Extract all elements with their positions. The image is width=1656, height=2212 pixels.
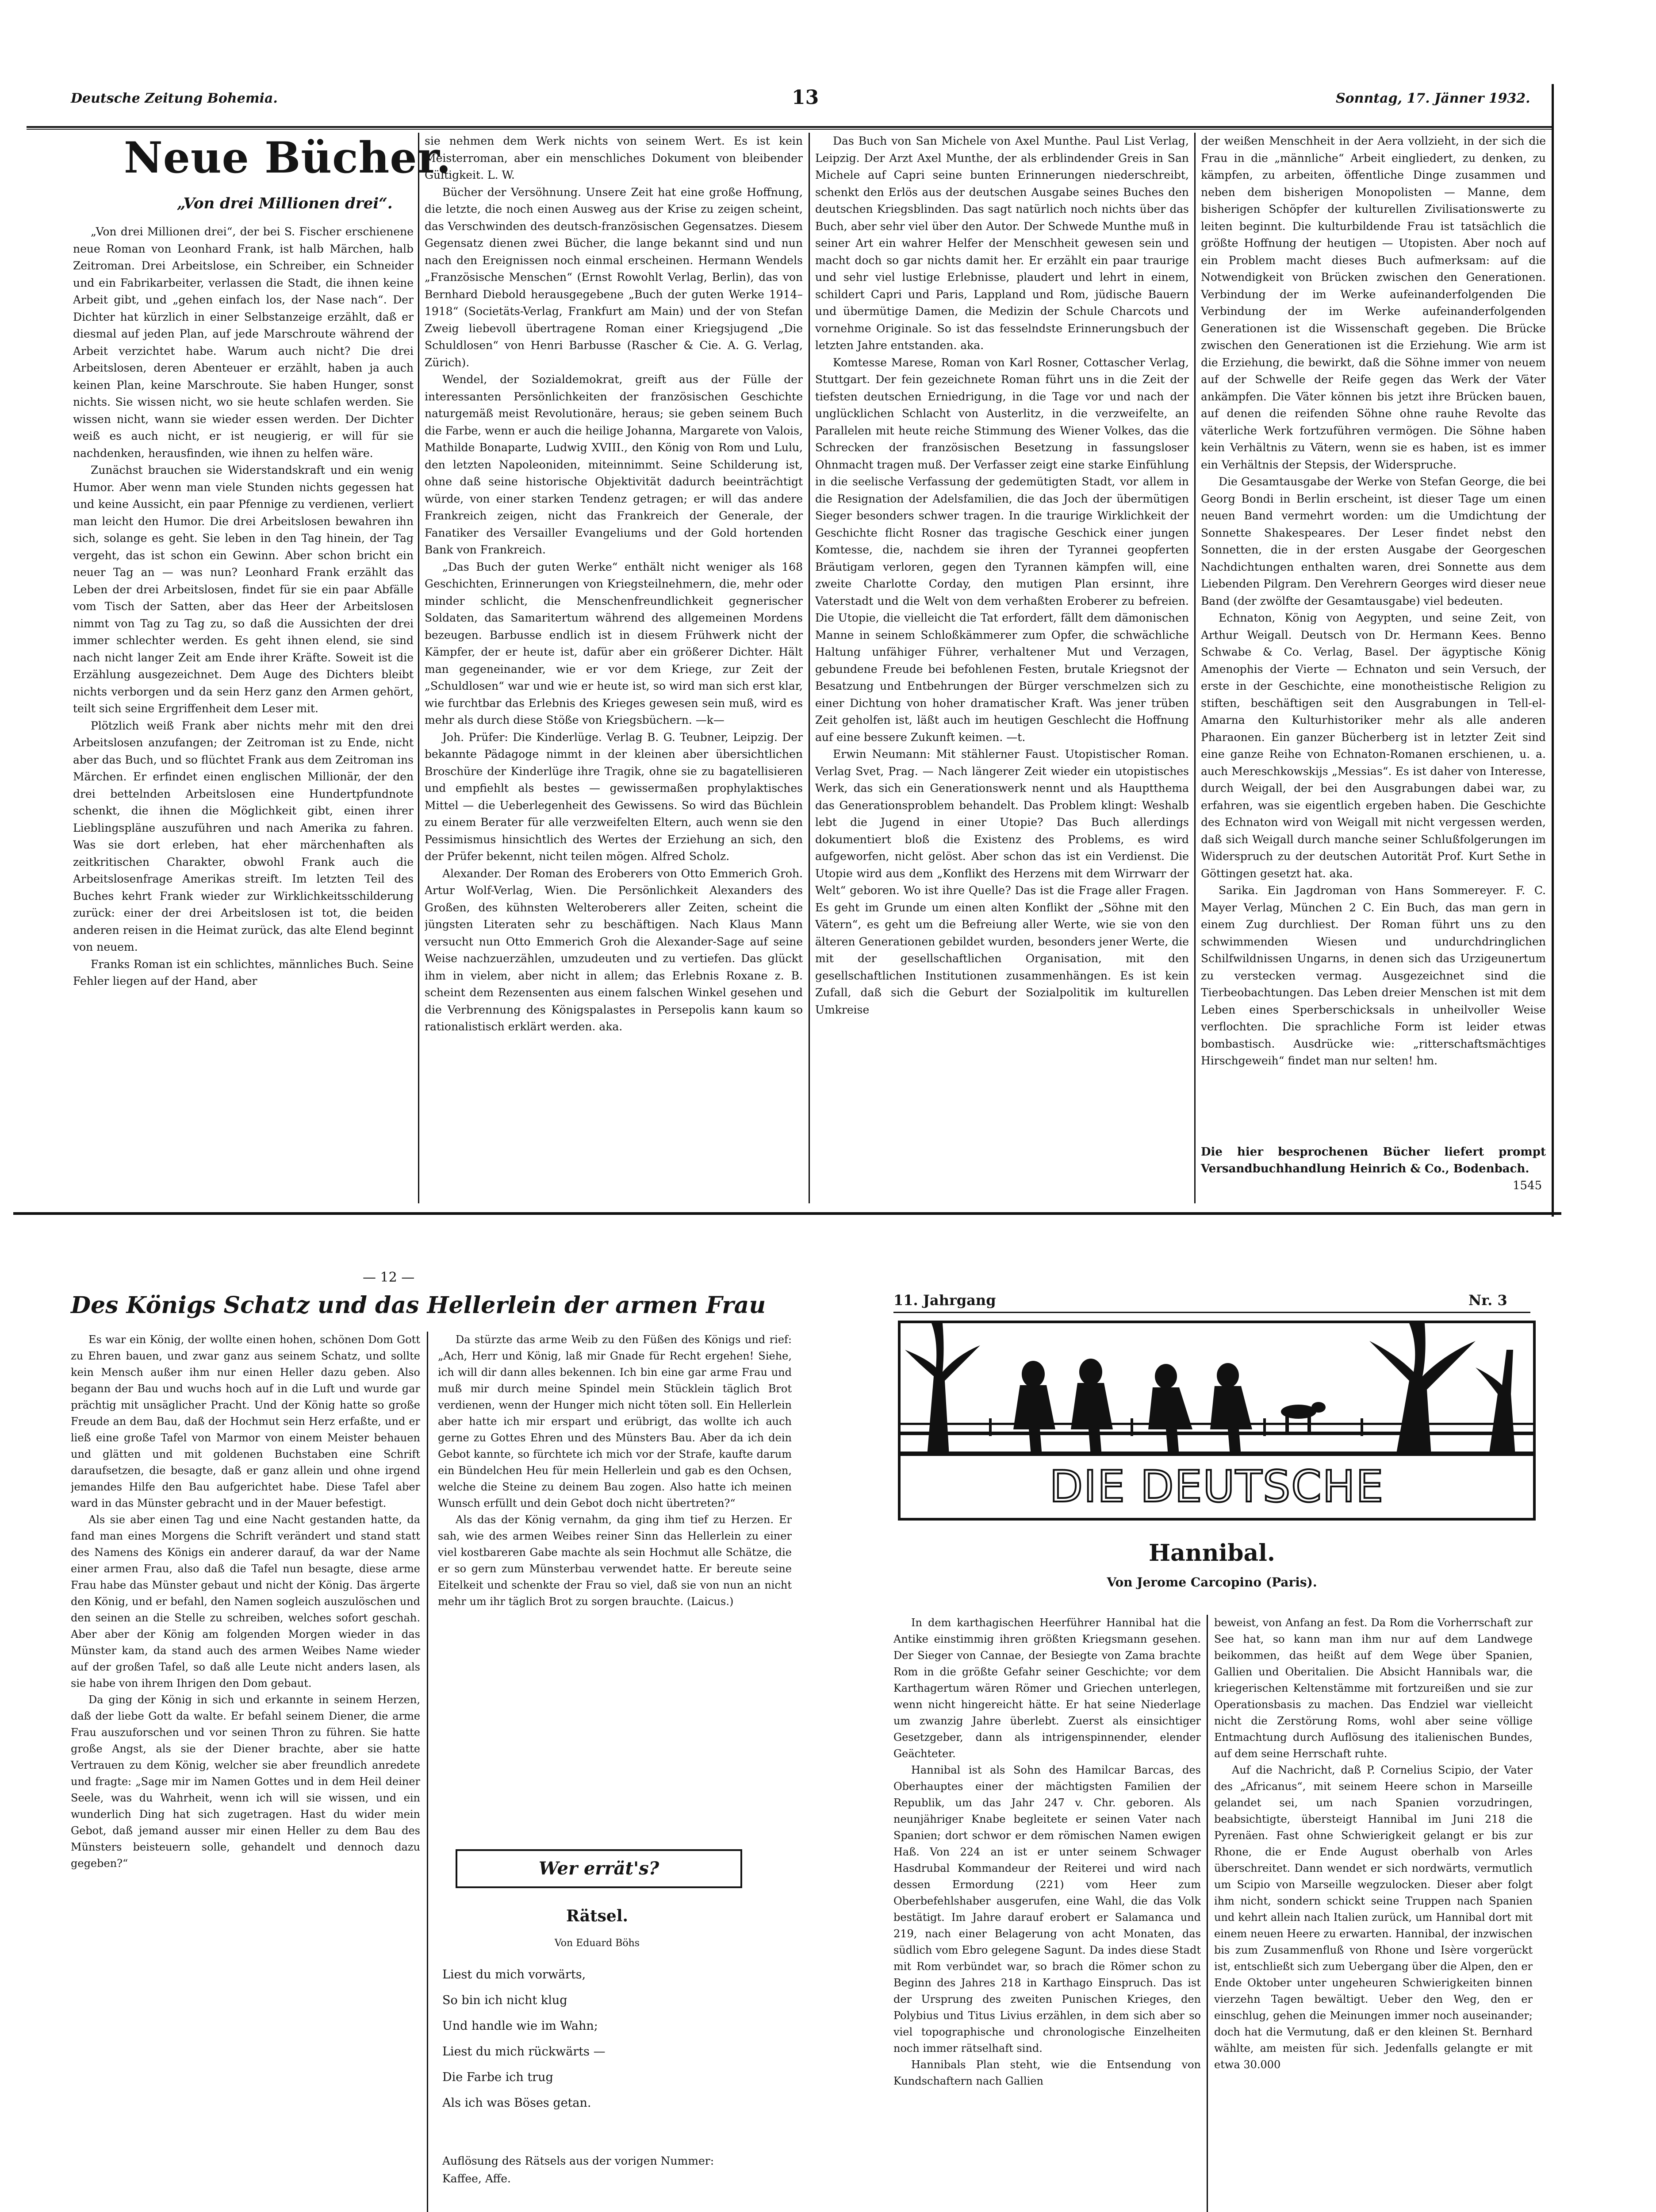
- review-entry: Komtesse Marese, Roman von Karl Rosner, Cottascher Verlag, Stuttgart. Der fein gezeichnete Roman führt uns in die Zeit der tiefsten deutschen Erniedrigung, in die Tage vor und nach der unglücklichen Schlacht von Austerlitz, in die verzweifelte, an Parallelen mit heute reiche Stimmung des Wiener Volkes, das die Schrecken der französischen Besetzung in fassungsloser Ohnmacht tragen muß. Der Verfasser zeigt eine starke Einfühlung in die seelische Verfassung der gedemütigten Stadt, vor allem in die Resignation der Adelsfamilien, die das Joch der übermütigen Sieger besonders schwer tragen. In die traurige Wirklichkeit der Geschichte flicht Rosner das tragische Geschick einer jungen Komtesse, die, nachdem sie ihren der Tyrannei geopferten Bräutigam verloren, gegen den Tyrannen kämpfen will, eine zweite Charlotte Corday, den mutigen Plan ersinnt, ihre Vaterstadt und die Welt von dem verhaßten Eroberer zu befreien. Die Utopie, die vielleicht die Tat erfordert, fällt dem dämonischen Manne in seinem Schloßkämmerer zum Opfer, die schwächliche Haltung unfähiger Führer, verhaltener Mut und Verzagen, gebundene Freude bei befohlenen Festen, brutale Kriegsnot der Besatzung und Entbehrungen der Bürger verschmelzen sich zu einer Dichtung von hoher dramatischer Kraft. Was jener trüben Zeit geholfen ist, läßt auch im heutigen Geschlecht die Hoffnung auf eine bessere Zukunft keimen. —t.: [815, 356, 1189, 744]
- riddle-line: Die Farbe ich trug: [442, 2070, 553, 2084]
- paragraph: Plötzlich weiß Frank aber nichts mehr mit den drei Arbeitslosen anzufangen; der Zeitroman ist zu Ende, nicht aber das Buch, und so flüchtet Frank aus dem Zeitroman ins Märchen. Er erfindet einen englischen Millionär, der den drei bettelnden Arbeitslosen eine Hundertpfundnote schenkt, die ihnen die Möglichkeit gibt, einen ihrer Lieblingspläne auszuführen und nach Amerika zu fahren. Was sie dort erleben, hat eher märchenhaften als zeitkritischen Charakter, obwohl Frank auch die Arbeitslosenfrage Amerikas streift. Im letzten Teil des Buches kehrt Frank wieder zur Wirklichkeitsschilderung zurück: einer der drei Arbeitslosen ist tot, die beiden anderen reisen in die Heimat zurück, das alte Elend beginnt von neuem.: [73, 719, 414, 953]
- masthead-rule: [893, 1312, 1530, 1313]
- jugendzeitung-banner: [898, 1321, 1536, 1521]
- paragraph: Als sie aber einen Tag und eine Nacht gestanden hatte, da fand man eines Morgens die Schrift verändert und stand statt des Namens des Königs ein anderer darauf, da war der Name einer armen Frau, also daß die Tafel nun besagte, diese arme Frau habe das Münster gebaut und nicht der König. Das ärgerte den König, und er befahl, den Namen sogleich auszulöschen und den seinen an die Stelle zu schreiben, welches sofort geschah. Aber aber der König am folgenden Morgen wieder in das Münster kam, da stand auch des armen Weibes Name wieder auf der großen Tafel, so daß alle Leute nicht anders lasen, als sie habe von ihrem Ihrigen den Dom gebaut.: [71, 1513, 420, 1690]
- story-column-1: [71, 1332, 420, 2212]
- riddle-author: Von Eduard Böhs: [554, 1938, 640, 1949]
- paragraph: Franks Roman ist ein schlichtes, männliches Buch. Seine Fehler liegen auf der Hand, aber: [73, 957, 414, 987]
- section-title: Neue Bücher.: [124, 133, 452, 183]
- hannibal-column-1: [893, 1615, 1201, 2212]
- riddle-verse: [442, 1962, 752, 2116]
- review-entry: Sarika. Ein Jagdroman von Hans Sommereyer. F. C. Mayer Verlag, München 2 C. Ein Buch, das man gern in einem Zug durchliest. Der Roman führt uns zu den schwimmenden Wiesen und undurchdringlichen Schilfwildnissen Ungarns, in denen sich das Urzigeunertum zu verstecken vermag. Ausgezeichnet sind die Tierbeobachtungen. Das Leben dreier Menschen ist mit dem Leben eines Sperberschicksals in unheilvoller Weise verflochten. Die sprachliche Form ist leider etwas bombastisch. Ausdrücke wie: „ritterschaftsmächtiges Hirschgeweih“ findet man nur selten! hm.: [1201, 884, 1546, 1067]
- riddle-line: Als ich was Böses getan.: [442, 2096, 591, 2110]
- column-divider: [809, 133, 810, 1203]
- issue-number: Nr. 3: [1468, 1292, 1507, 1309]
- paragraph: Als das der König vernahm, da ging ihm tief zu Herzen. Er sah, wie des armen Weibes reiner Sinn das Hellerlein zu einer viel kostbareren Gabe machte als sein Hochmut alle Schätze, die er so gern zum Münsterbau verwendet hatte. Er bereute seine Eitelkeit und schenkte der Frau so viel, daß sie von nun an nicht mehr um ihr täglich Brot zu sorgen brauchte. (Laicus.): [438, 1513, 792, 1608]
- silhouette-illustration: [901, 1323, 1533, 1456]
- masthead-left: Deutsche Zeitung Bohemia.: [71, 91, 278, 106]
- review-entry: Bücher der Versöhnung. Unsere Zeit hat eine große Hoffnung, die letzte, die noch einen Ausweg aus der Krise zu zeigen scheint, das Verschwinden des deutsch-französischen Gegensatzes. Diesem Gegensatz dienen zwei Bücher, die lange bekannt sind und nun nach den Ereignissen noch einmal erscheinen. Hermann Wendels „Französische Menschen“ (Ernst Rowohlt Verlag, Berlin), das von Bernhard Diebold herausgegebene „Buch der guten Werke 1914–1918“ (Societäts-Verlag, Frankfurt am Main) und der von Stefan Zweig liebevoll übertragene Roman einer Kriegsjugend „Die Schuldlosen“ von Henri Barbusse (Rascher & Cie. A. G. Verlag, Zürich).: [425, 185, 803, 369]
- story-title: Des Königs Schatz und das Hellerlein der armen Frau: [71, 1292, 766, 1319]
- review-column-4: [1201, 133, 1546, 1141]
- riddle-solution: Auflösung des Rätsels aus der vorigen Nummer: Kaffee, Affe.: [442, 2154, 714, 2185]
- review-entry: Joh. Prüfer: Die Kinderlüge. Verlag B. G. Teubner, Leipzig. Der bekannte Pädagoge nimmt in der kleinen aber übersichtlichen Broschüre der Kinderlüge ihre Tragik, ohne sie zu bagatellisieren und empfiehlt als bestes — gewissermaßen prophylaktisches Mittel — die Ueberlegenheit des Gewissens. So wird das Büchlein zu einem Berater für alle verzweifelten Eltern, auch wenn sie den Pessimismus hinsichtlich des Wertes der Erziehung an sich, den der Prüfer bekennt, nicht teilen mögen. Alfred Scholz.: [425, 730, 803, 863]
- paragraph: Es war ein König, der wollte einen hohen, schönen Dom Gott zu Ehren bauen, und zwar ganz aus seinem Schatz, und sollte kein Mensch außer ihm nur einen Heller dazu geben. Also begann der Bau und wuchs hoch auf in die Luft und wurde gar prächtig mit unsäglicher Pracht. Und der König hatte so große Freude an dem Bau, daß der Hochmut sein Herz erfaßte, und er ließ eine große Tafel von Marmor von einem Meister behauen und glätten und mit goldenen Buchstaben eine Schrift daraufsetzen, die besagte, daß er ganz allein und ohne irgend jemandes Hilfe den Bau aufgerichtet habe. Diese Tafel aber ward in das Münster gebracht und in der Mauer befestigt.: [71, 1333, 420, 1509]
- review-column-1: [73, 223, 414, 1201]
- riddle-line: Liest du mich rückwärts —: [442, 2045, 606, 2058]
- review-entry: Die Gesamtausgabe der Werke von Stefan George, die bei Georg Bondi in Berlin erscheint, ist dieser Tage um einen neuen Band vermehrt worden: um die Umdichtung der Sonnette Shakespeares. Der Leser findet nebst den Sonnetten, die in der ersten Ausgabe der Georgeschen Nachdichtungen enthalten waren, drei Sonnette aus dem Liebenden Pilgram. Den Verehrern Georges wird dieser neue Band (der zwölfte der Gesamtausgabe) viel bedeuten.: [1201, 475, 1546, 607]
- paragraph: Zunächst brauchen sie Widerstandskraft und ein wenig Humor. Aber wenn man viele Stunden nichts gegessen hat und keine Aussicht, ein paar Pfennige zu verdienen, verliert man leicht den Humor. Die drei Arbeitslosen bewahren ihn sich, solange es geht. Sie leben in den Tag hinein, der Tag vergeht, das ist schon ein Gewinn. Aber schon bricht ein neuer Tag an — was nun? Leonhard Frank erzählt das Leben der drei Arbeitslosen, findet für sie ein paar Abfälle vom Tisch der Satten, aber das Heer der Arbeitslosen nimmt von Tag zu Tag zu, so daß die Aussichten der drei immer schlechter werden. Es geht ihnen elend, sie sind nach nicht langer Zeit am Ende ihrer Kräfte. Soweit ist die Erzählung ausgezeichnet. Dem Auge des Dichters bleibt nichts verborgen und da sein Herz ganz den Armen gehört, teilt sich seine Ergriffenheit dem Leser mit.: [73, 464, 414, 715]
- riddle-line: Liest du mich vorwärts,: [442, 1968, 586, 1982]
- notice-code: 1545: [1513, 1179, 1542, 1192]
- column-divider: [1194, 133, 1196, 1203]
- paragraph: „Von drei Millionen drei“, der bei S. Fischer erschienene neue Roman von Leonhard Frank, ist halb Märchen, halb Zeitroman. Drei Arbeitslose, ein Schreiber, ein Schneider und ein Fabrikarbeiter, verlassen die Stadt, die ihnen keine Arbeit gibt, und „gehen einfach los, der Nase nach“. Der Dichter hat kürzlich in einer Selbstanzeige erzählt, daß er diesmal auf jeden Plan, auf jede Marschroute während der Arbeit verzichtet habe. Warum auch nicht? Die drei Arbeitslosen, deren Abenteuer er erzählt, haben ja auch keinen Plan, keine Marschroute. Sie haben Hunger, sonst nichts. Sie wissen nicht, wo sie heute schlafen werden. Sie wissen nicht, wann sie wieder essen werden. Der Dichter weiß es auch nicht, er ist neugierig, er will für sie nachdenken, herausfinden, wie ihnen zu helfen wäre.: [73, 225, 414, 460]
- bookseller-notice: Die hier besprochenen Bücher liefert prompt Versandbuchhandlung Heinrich & Co., Bodenbach.: [1201, 1145, 1546, 1175]
- paragraph: Da stürzte das arme Weib zu den Füßen des Königs und rief: „Ach, Herr und König, laß mir Gnade für Recht ergehen! Siehe, ich will dir dann alles bekennen. Ich bin eine gar arme Frau und muß mir durch meine Spindel mein Stücklein täglich Brot verdienen, wenn der Hunger mich nicht töten soll. Ein Hellerlein aber hatte ich mir erspart und erübrigt, das wollte ich auch gerne zu Gottes Ehren und des Münsters Bau. Aber da ich dein Gebot kannte, so fürchtete ich mich vor der Strafe, kaufte darum ein Bündelchen Heu für mein Hellerlein und gab es den Ochsen, welche die Steine zu deinem Bau zogen. Also hatte ich meinen Wunsch erfüllt und dein Gebot doch nicht übertreten?“: [438, 1333, 792, 1509]
- jahrgang: 11. Jahrgang: [893, 1292, 996, 1309]
- column-divider: [418, 133, 419, 1203]
- paragraph: sie nehmen dem Werk nichts von seinem Wert. Es ist kein Meisterroman, aber ein menschliches Dokument von bleibender Gültigkeit. L. W.: [425, 134, 803, 181]
- review-column-3: [815, 133, 1189, 1201]
- riddle-line: So bin ich nicht klug: [442, 1993, 567, 2007]
- riddle-title: Rätsel.: [566, 1907, 629, 1925]
- paragraph: beweist, von Anfang an fest. Da Rom die Vorherrschaft zur See hat, so kann man ihm nur auf dem Landwege beikommen, das heißt auf dem Wege über Spanien, Gallien und Oberitalien. Die Absicht Hannibals war, die kriegerischen Keltenstämme mit fortzureißen und sie zur Operationsbasis zu machen. Das Endziel war vielleicht nicht die Zerstörung Roms, wohl aber seine völlige Entmachtung durch Auflösung des italienischen Bundes, auf dem seine Herrschaft ruhte.: [1214, 1617, 1533, 1760]
- review-entry: Das Buch von San Michele von Axel Munthe. Paul List Verlag, Leipzig. Der Arzt Axel Munthe, der als erblindender Greis in San Michele auf Capri seine bunten Erinnerungen niederschreibt, schenkt den Erlös aus der deutschen Ausgabe seines Buches den deutschen Kriegsblinden. Das sagt natürlich noch nichts über das Buch, aber sehr viel über den Autor. Der Schwede Munthe muß in seiner Art ein wahrer Helfer der Menschheit gewesen sein und macht doch so gar nichts damit her. Er erzählt ein paar traurige und sehr viel lustige Erlebnisse, plaudert und lehrt in einem, schildert Capri und Paris, Lappland und Rom, jüdische Bauern und übermütige Damen, die Medizin der Schule Charcots und vornehme Originale. So ist das fesselndste Erinnerungsbuch der letzten Jahre entstanden. aka.: [815, 134, 1189, 352]
- paragraph: „Das Buch der guten Werke“ enthält nicht weniger als 168 Geschichten, Erinnerungen von Kriegsteilnehmern, die, mehr oder minder schlicht, die Menschenfreundlichkeit gegnerischer Soldaten, das Samaritertum während des allgemeinen Mordens bezeugen. Barbusse endlich ist in diesem Frühwerk nicht der Kämpfer, der er heute ist, dafür aber ein größerer Dichter. Hält man gegeneinander, wie er vor dem Kriege, zur Zeit der „Schuldlosen“ war und wie er heute ist, so wird man sich erst klar, wie furchtbar das Erlebnis des Krieges gewesen sein muß, wird es mehr als durch diese Stöße von Kriegsbüchern. —k—: [425, 560, 803, 726]
- paragraph: Da ging der König in sich und erkannte in seinem Herzen, daß der liebe Gott da walte. Er befahl seinem Diener, die arme Frau auszuforschen und vor seinen Thron zu führen. Sie hatte große Angst, als sie der Diener brachte, aber sie hatte Vertrauen zu dem König, welcher sie aber freundlich anredete und fragte: „Sage mir im Namen Gottes und in dem Heil deiner Seele, was du Wahrheit, wenn ich will sie wissen, und ein wunderlich Ding hat sich zugetragen. Hast du wider mein Gebot, daß jemand ausser mir einen Heller zu dem Bau des Münsters beisteuern solle, gehandelt und dennoch dazu gegeben?“: [71, 1694, 420, 1870]
- review-column-2: [425, 133, 803, 1201]
- riddle-box-title: Wer errät's?: [538, 1858, 659, 1879]
- banner-title: DIE DEUTSCHE: [901, 1456, 1533, 1518]
- article-title: Hannibal.: [1148, 1540, 1276, 1567]
- page-number: 13: [792, 86, 819, 109]
- paragraph: der weißen Menschheit in der Aera vollzieht, in der sich die Frau in die „männliche“ Arbeit eingliedert, zu denken, zu kämpfen, zu arbeiten, öffentliche Dinge zusammen und neben dem bisherigen Monopolisten — Manne, dem bisherigen Schöpfer der kulturellen Zivilisationswerte zu leiten beginnt. Die kulturbildende Frau ist tatsächlich die größte Hoffnung der heutigen — Utopisten. Aber noch auf ein Problem macht dieses Buch aufmerksam: auf die Notwendigkeit von Brücken zwischen den Generationen. Verbindung der im Werke aufeinanderfolgenden Die Verbindung der im Werke aufeinanderfolgenden Generationen ist die Wissenschaft gegeben. Die Brücke zwischen den Generationen ist die Erziehung. Wie arm ist die Erziehung, die bewirkt, daß die Söhne immer von neuem auf der Schwelle der Reife gegen das Werk der Väter ankämpfen. Die Väter können bis jetzt ihre Brücken bauen, auf denen die reifenden Söhne ohne rauhe Revolte das väterliche Werk fortzuführen vermögen. Die Söhne haben kein Verhältnis zu Vätern, wenn sie es haben, ist es immer ein Verhältnis der Stepsis, der Widerspruche.: [1201, 134, 1546, 471]
- issue-date: Sonntag, 17. Jänner 1932.: [1336, 91, 1530, 106]
- header-rule: [27, 126, 1552, 128]
- page-separator: [13, 1212, 1561, 1215]
- hannibal-column-2: [1214, 1615, 1533, 2212]
- header-rule-thin: [27, 129, 1552, 130]
- paragraph: In dem karthagischen Heerführer Hannibal hat die Antike einstimmig ihren größten Kriegsmann gesehen. Der Sieger von Cannae, der Besiegte von Zama brachte Rom in die größte Gefahr seiner Geschichte; vor dem Karthagertum wären Römer und Griechen unterlegen, wenn nicht hingereicht hätte. Er hat seine Niederlage um zwanzig Jahre überlebt. Zuerst als einsichtiger Gesetzgeber, dann als intrigenspinnender, elender Geächteter.: [893, 1617, 1201, 1760]
- review-entry: Echnaton, König von Aegypten, und seine Zeit, von Arthur Weigall. Deutsch von Dr. Hermann Kees. Benno Schwabe & Co. Verlag, Basel. Der ägyptische König Amenophis der Vierte — Echnaton und sein Versuch, der erste in der Geschichte, eine monotheistische Religion zu stiften, beschäftigen seit den Ausgrabungen in Tell-el-Amarna den Kulturhistoriker mehr als alle anderen Pharaonen. Ein ganzer Bücherberg ist in letzter Zeit sind eine ganze Reihe von Echnaton-Romanen erschienen, u. a. auch Mereschkowskijs „Messias“. Es ist daher von Interesse, durch Weigall, der bei den Ausgrabungen dabei war, zu erfahren, was sie eigentlich ergeben haben. Die Geschichte des Echnaton wird von Weigall mit nicht vergessen werden, daß sich Weigall durch manche seiner Schlußfolgerungen im Widerspruch zu der deutschen Autorität Prof. Kurt Sethe in Göttingen gesetzt hat. aka.: [1201, 611, 1546, 880]
- page-edge-rule: [1552, 84, 1554, 1217]
- paragraph: Hannibals Plan steht, wie die Entsendung von Kundschaftern nach Gallien: [893, 2058, 1201, 2087]
- riddle-header-box: [456, 1849, 742, 1888]
- lead-review-title: „Von drei Millionen drei“.: [177, 195, 393, 212]
- review-entry: Alexander. Der Roman des Eroberers von Otto Emmerich Groh. Artur Wolf-Verlag, Wien. Die Persönlichkeit Alexanders des Großen, des kühnsten Welteroberers aller Zeiten, scheint die jüngsten Literaten sehr zu beschäftigen. Nach Klaus Mann versucht nun Otto Emmerich Groh die Alexander-Sage auf seine Weise nachzuerzählen, umzudeuten und zu vertiefen. Das glückt ihm in vielem, aber nicht in allem; das Erlebnis Roxane z. B. scheint dem Rezensenten aus einem falschen Winkel gesehen und die Verbrennung des Königspalastes in Persepolis kann kaum so rationalistisch erklärt werden. aka.: [425, 867, 803, 1033]
- column-divider: [1207, 1615, 1208, 2212]
- story-column-2: [438, 1332, 792, 1863]
- column-divider: [427, 1332, 428, 2212]
- review-entry: Erwin Neumann: Mit stählerner Faust. Utopistischer Roman. Verlag Svet, Prag. — Nach längerer Zeit wieder ein utopistisches Werk, das sich ein Generationswerk nennt und als Hauptthema das Generationsproblem behandelt. Das Problem klingt: Weshalb lebt die Jugend in einer Utopie? Das Buch allerdings dokumentiert bloß die Existenz des Problems, es wird aufgeworfen, nicht gelöst. Aber schon das ist ein Verdienst. Die Utopie wird aus dem „Konflikt des Herzens mit dem Wirrwarr der Welt“ geboren. Wo ist ihre Quelle? Das ist die Frage aller Fragen. Es geht im Grunde um einen alten Konflikt der „Söhne mit den Vätern“, es geht um die Befreiung aller Werte, wie sie von den älteren Generationen gebildet wurden, besonders jener Werte, die mit der gesellschaftlichen Organisation, mit den gesellschaftlichen Institutionen zusammenhängen. Es ist kein Zufall, daß sich die Geburt der Sozialpolitik im kulturellen Umkreise: [815, 748, 1189, 1016]
- paragraph: Wendel, der Sozialdemokrat, greift aus der Fülle der interessanten Persönlichkeiten der französischen Geschichte naturgemäß meist Revolutionäre, heraus; sie geben seinem Buch die Farbe, wenn er auch die heilige Johanna, Margarete von Valois, Mathilde Bonaparte, Ludwig XVIII., den König von Rom und Lulu, den letzten Napoleoniden, miteinnimmt. Seine Schilderung ist, ohne daß seine historische Objektivität dadurch beeinträchtigt würde, von einer starken Tendenz getragen; er will das andere Frankreich zeigen, nicht das Frankreich der Generale, der Fanatiker des Versailler Evangeliums und der Gold hortenden Bank von Frankreich.: [425, 373, 803, 556]
- article-author: Von Jerome Carcopino (Paris).: [1107, 1575, 1317, 1590]
- page-label: — 12 —: [363, 1270, 415, 1285]
- paragraph: Hannibal ist als Sohn des Hamilcar Barcas, des Oberhauptes einer der mächtigsten Familien der Republik, um das Jahr 247 v. Chr. geboren. Als neunjähriger Knabe begleitete er seinen Vater nach Spanien; dort schwor er dem römischen Namen ewigen Haß. Von 224 an ist er unter seinem Schwager Hasdrubal Kommandeur der Reiterei und wird nach dessen Ermordung (221) vom Heer zum Oberbefehlshaber ausgerufen, eine Wahl, die das Volk bestätigt. Im Jahre darauf erobert er Salamanca und 219, nach einer Belagerung von acht Monaten, das südlich vom Ebro gelegene Sagunt. Da indes diese Stadt mit Rom verbündet war, so brach die Römer schon zu Beginn des Jahres 218 in Karthago Einspruch. Das ist der Ursprung des zweiten Punischen Krieges, den Polybius und Titus Livius erzählen, in dem sich aber so viel topographische und chronologische Einzelheiten noch immer rätselhaft sind.: [893, 1764, 1201, 2055]
- riddle-line: Und handle wie im Wahn;: [442, 2019, 598, 2033]
- paragraph: Auf die Nachricht, daß P. Cornelius Scipio, der Vater des „Africanus“, mit seinem Heere schon in Marseille gelandet sei, um nach Spanien vorzudringen, beabsichtigte, übersteigt Hannibal im Juni 218 die Pyrenäen. Fast ohne Schwierigkeit gelangt er bis zur Rhone, die er Ende August oberhalb von Arles überschreitet. Dann wendet er sich nordwärts, vermutlich um Scipio von Marseille wegzulocken. Dieser aber folgt ihm nicht, sondern schickt seine Truppen nach Spanien und kehrt allein nach Italien zurück, um Hannibal dort mit einem neuen Heere zu erwarten. Hannibal, der inzwischen bis zum Zusammenfluß von Rhone und Isère vorgerückt ist, entschließt sich zum Uebergang über die Alpen, den er Ende Oktober unter ungeheuren Schwierigkeiten binnen vierzehn Tagen bewältigt. Ueber den Weg, den er einschlug, gehen die Meinungen immer noch auseinander; doch hat die Vermutung, daß er den kleinen St. Bernhard wählte, am meisten für sich. Jedenfalls gelangte er mit etwa 30.000: [1214, 1764, 1533, 2071]
